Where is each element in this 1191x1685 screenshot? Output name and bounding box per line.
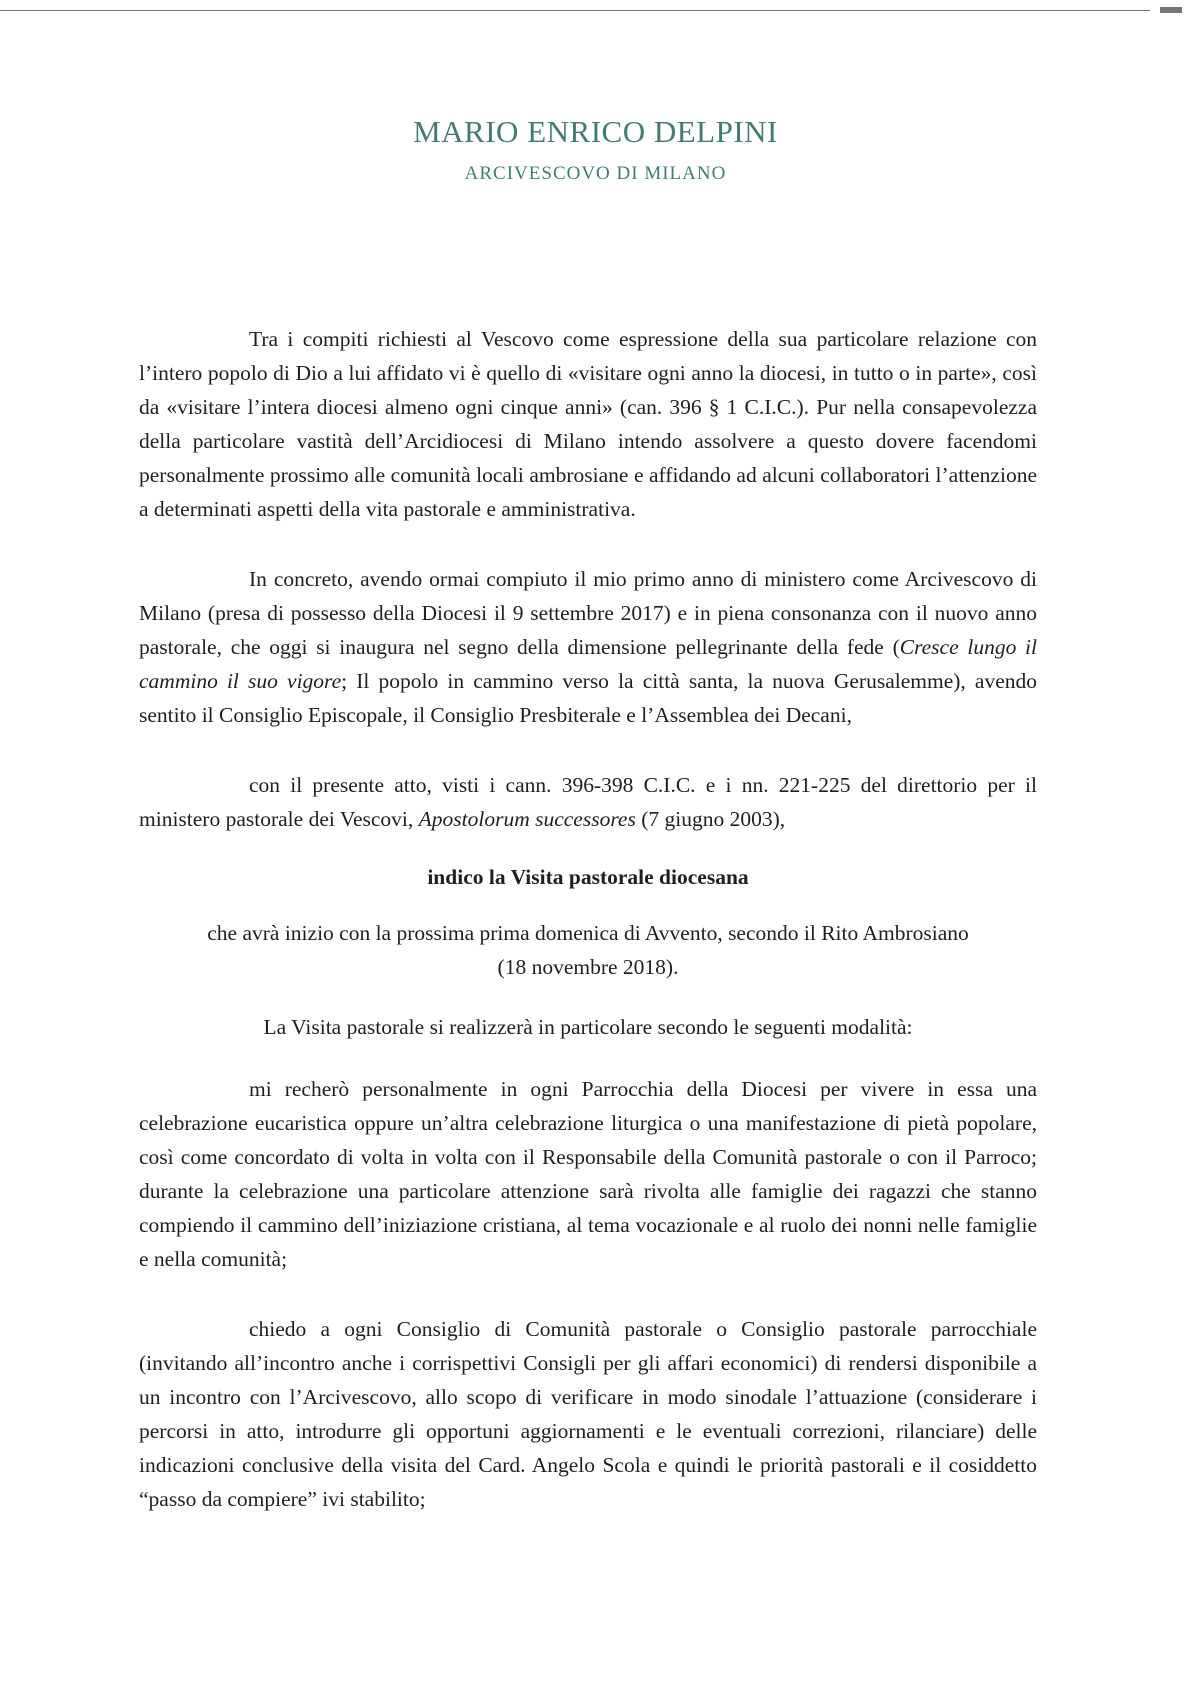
paragraph-context-part2: ; Il popolo in cammino verso la città santa, la nuova Gerusalemme), avendo sentito il Consiglio Episcopale, il Consiglio Presbiterale e l’Assemblea dei Decani,: [139, 669, 1037, 727]
letterhead: [0, 112, 1191, 186]
archbishop-name: MARIO ENRICO DELPINI: [413, 114, 778, 149]
paragraph-introduction: Tra i compiti richiesti al Vescovo come espressione della sua particolare relazione con l’intero popolo di Dio a lui affidato vi è quello di «visitare ogni anno la diocesi, in tutto o in parte», così da «visitare l’intera diocesi almeno ogni cinque anni» (can. 396 § 1 C.I.C.). Pur nella consapevolezza della particolare vastità dell’Arcidiocesi di Milano intendo assolvere a questo dovere facendomi personalmente prossimo alle comunità locali ambrosiane e affidando ad alcuni collaboratori l’attenzione a determinati aspetti della vita pastorale e amministrativa.: [139, 327, 1037, 521]
paragraph-context-part1: In concreto, avendo ormai compiuto il mio primo anno di ministero come Arcivescovo di Milano (presa di possesso della Diocesi il 9 settembre 2017) e in piena consonanza con il nuovo anno pastorale, che oggi si inaugura nel segno della dimensione pellegrinante della fede (: [139, 567, 1037, 659]
start-date-line2: (18 novembre 2018).: [497, 955, 679, 979]
paragraph-legal-basis-part2: (7 giugno 2003),: [635, 807, 786, 831]
paragraph-context: [139, 562, 1037, 732]
decree-statement: indico la Visita pastorale diocesana: [427, 865, 749, 889]
decree-body: [139, 322, 1037, 1516]
paragraph-pastoral-councils: chiedo a ogni Consiglio di Comunità pastorale o Consiglio pastorale parrocchiale (invitando all’incontro anche i corrispettivi Consigli per gli affari economici) di rendersi disponibile a un incontro con l’Arcivescovo, allo scopo di verificare in modo sinodale l’attuazione (considerare i percorsi in atto, introdurre gli opportuni aggiornamenti e le eventuali correzioni, rilanciare) delle indicazioni conclusive della visita del Card. Angelo Scola e quindi le priorità pastorali e il cosiddetto “passo da compiere” ivi stabilito;: [139, 1317, 1037, 1511]
paragraph-legal-basis-italic: Apostolorum successores: [418, 807, 636, 831]
paragraph-legal-basis: [139, 768, 1037, 836]
archbishop-title: ARCIVESCOVO DI MILANO: [464, 163, 727, 184]
paragraph-legal-basis-part1: con il presente atto, visti i cann. 396-398 C.I.C. e i nn. 221-225 del direttorio per il ministero pastorale dei Vescovi,: [139, 773, 1037, 831]
scan-corner-mark: [1160, 7, 1182, 13]
modalities-intro: La Visita pastorale si realizzerà in particolare secondo le seguenti modalità:: [263, 1015, 913, 1039]
start-date-line1: che avrà inizio con la prossima prima domenica di Avvento, secondo il Rito Ambrosiano: [207, 921, 969, 945]
paragraph-context-italic: Cresce lungo il cammino il suo vigore: [139, 635, 1037, 693]
paragraph-parish-visit: mi recherò personalmente in ogni Parrocchia della Diocesi per vivere in essa una celebrazione eucaristica oppure un’altra celebrazione liturgica o una manifestazione di pietà popolare, così come concordato di volta in volta con il Responsabile della Comunità pastorale o con il Parroco; durante la celebrazione una particolare attenzione sarà rivolta alle famiglie dei ragazzi che stanno compiendo il cammino dell’iniziazione cristiana, al tema vocazionale e al ruolo dei nonni nelle famiglie e nella comunità;: [139, 1077, 1037, 1271]
scan-top-border: [0, 10, 1150, 11]
